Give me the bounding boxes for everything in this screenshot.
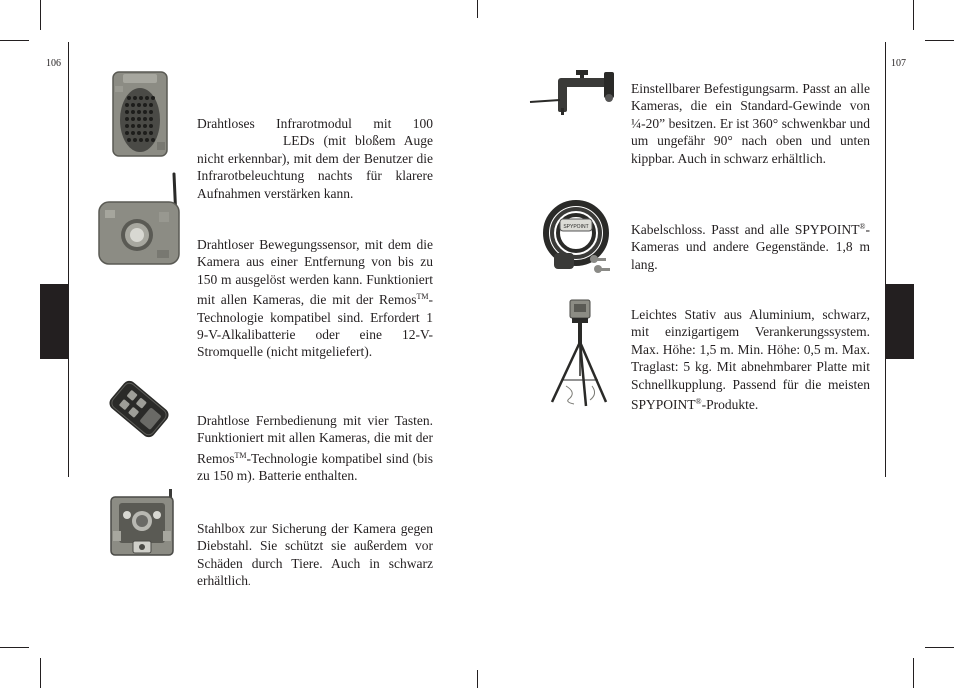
steelbox-text: Stahlbox zur Sicherung der Kamera gegen Diebstahl. Sie schützt sie außerdem vor Schäden durch Tiere. Auch in schwarz erhältlich — [197, 521, 433, 589]
motion-sensor-description — [197, 236, 433, 361]
motion-sensor-image — [97, 172, 185, 268]
crop-mark — [913, 658, 914, 688]
infrared-module-image — [111, 70, 169, 158]
trademark-sup: TM — [234, 450, 247, 460]
page-number-right: 107 — [891, 58, 906, 69]
tripod-image — [546, 298, 612, 408]
remote-control-description — [197, 412, 433, 485]
crop-mark — [925, 647, 954, 648]
crop-mark — [40, 658, 41, 688]
cable-text-part2: -Kameras und andere Gegenstände. 1,8 m lang. — [631, 222, 870, 272]
cable-lock-description — [631, 218, 870, 273]
crop-mark — [913, 0, 914, 30]
mounting-arm-image — [528, 68, 620, 116]
page-trim-line — [885, 42, 886, 477]
infrared-module-description — [197, 115, 433, 202]
crop-mark — [0, 40, 29, 41]
cable-text-part1: Kabelschloss. Passt and alle SPYPOINT — [631, 222, 860, 237]
crop-mark — [0, 647, 29, 648]
remote-control-image — [99, 378, 179, 440]
registered-sup: ® — [695, 397, 702, 407]
infrared-text-line1: Drahtloses Infrarotmodul mit 100 — [197, 116, 433, 131]
mounting-arm-description — [631, 80, 870, 167]
infrared-text-rest: LEDs (mit bloßem Auge nicht erkennbar), mit dem der Benutzer die Infrarotbeleuchtung nachts für klarere Aufnahmen verstärken kann. — [197, 133, 433, 201]
tripod-text-part2: -Produkte. — [701, 397, 759, 413]
steel-box-image — [109, 487, 179, 559]
trademark-sup: TM — [416, 292, 429, 302]
arm-text: Einstellbarer Befestigungsarm. Passt an alle Kameras, die ein Standard-Gewinde von ¼-20” besitzen. Er ist 360° schwenkbar und um ungefähr 90° nach oben und unten kippbar. Auch in schwarz erhältlich. — [631, 81, 870, 166]
steel-box-description — [197, 520, 433, 592]
side-tab-left — [40, 284, 68, 359]
motion-text-part1: Drahtloser Bewegungssensor, mit dem die Kamera aus einer Entfernung von bis zu 150 m ausgelöst werden kann. Funktioniert mit allen Kameras, die mit der Remos — [197, 237, 433, 308]
registered-sup: ® — [859, 222, 866, 231]
motion-text-part2: -Technologie kompatibel sind. Erfordert 1 9-V-Alkalibatterie oder eine 12-V-Stromquelle (nicht mitgeliefert). — [197, 292, 433, 360]
remote-text-part2: -Technologie kompatibel sind (bis zu 150 m). Batterie enthalten. — [197, 450, 433, 484]
page-trim-line — [68, 42, 69, 477]
tripod-description — [631, 306, 870, 413]
crop-mark — [477, 670, 478, 688]
side-tab-right — [886, 284, 914, 359]
tripod-text-part1: Leichtes Stativ aus Aluminium, schwarz, mit einzigartigem Verankerungssystem. Max. Höhe: 1,5 m. Min. Höhe: 0,5 m. Max. Traglast: 5 kg. Mit abnehmbarer Platte mit Schnellkupplung. Passend für die meisten SPYPOINT — [631, 307, 870, 413]
page-number-left: 106 — [46, 58, 61, 69]
cable-lock-image — [542, 197, 612, 277]
cable-lock-tag-label: SPYPOINT — [563, 224, 589, 230]
crop-mark — [477, 0, 478, 18]
remote-text-part1: Drahtlose Fernbedienung mit vier Tasten. Funktioniert mit allen Kameras, die mit der Remos — [197, 413, 433, 466]
crop-mark — [40, 0, 41, 30]
steelbox-period: . — [247, 577, 251, 589]
crop-mark — [925, 40, 954, 41]
